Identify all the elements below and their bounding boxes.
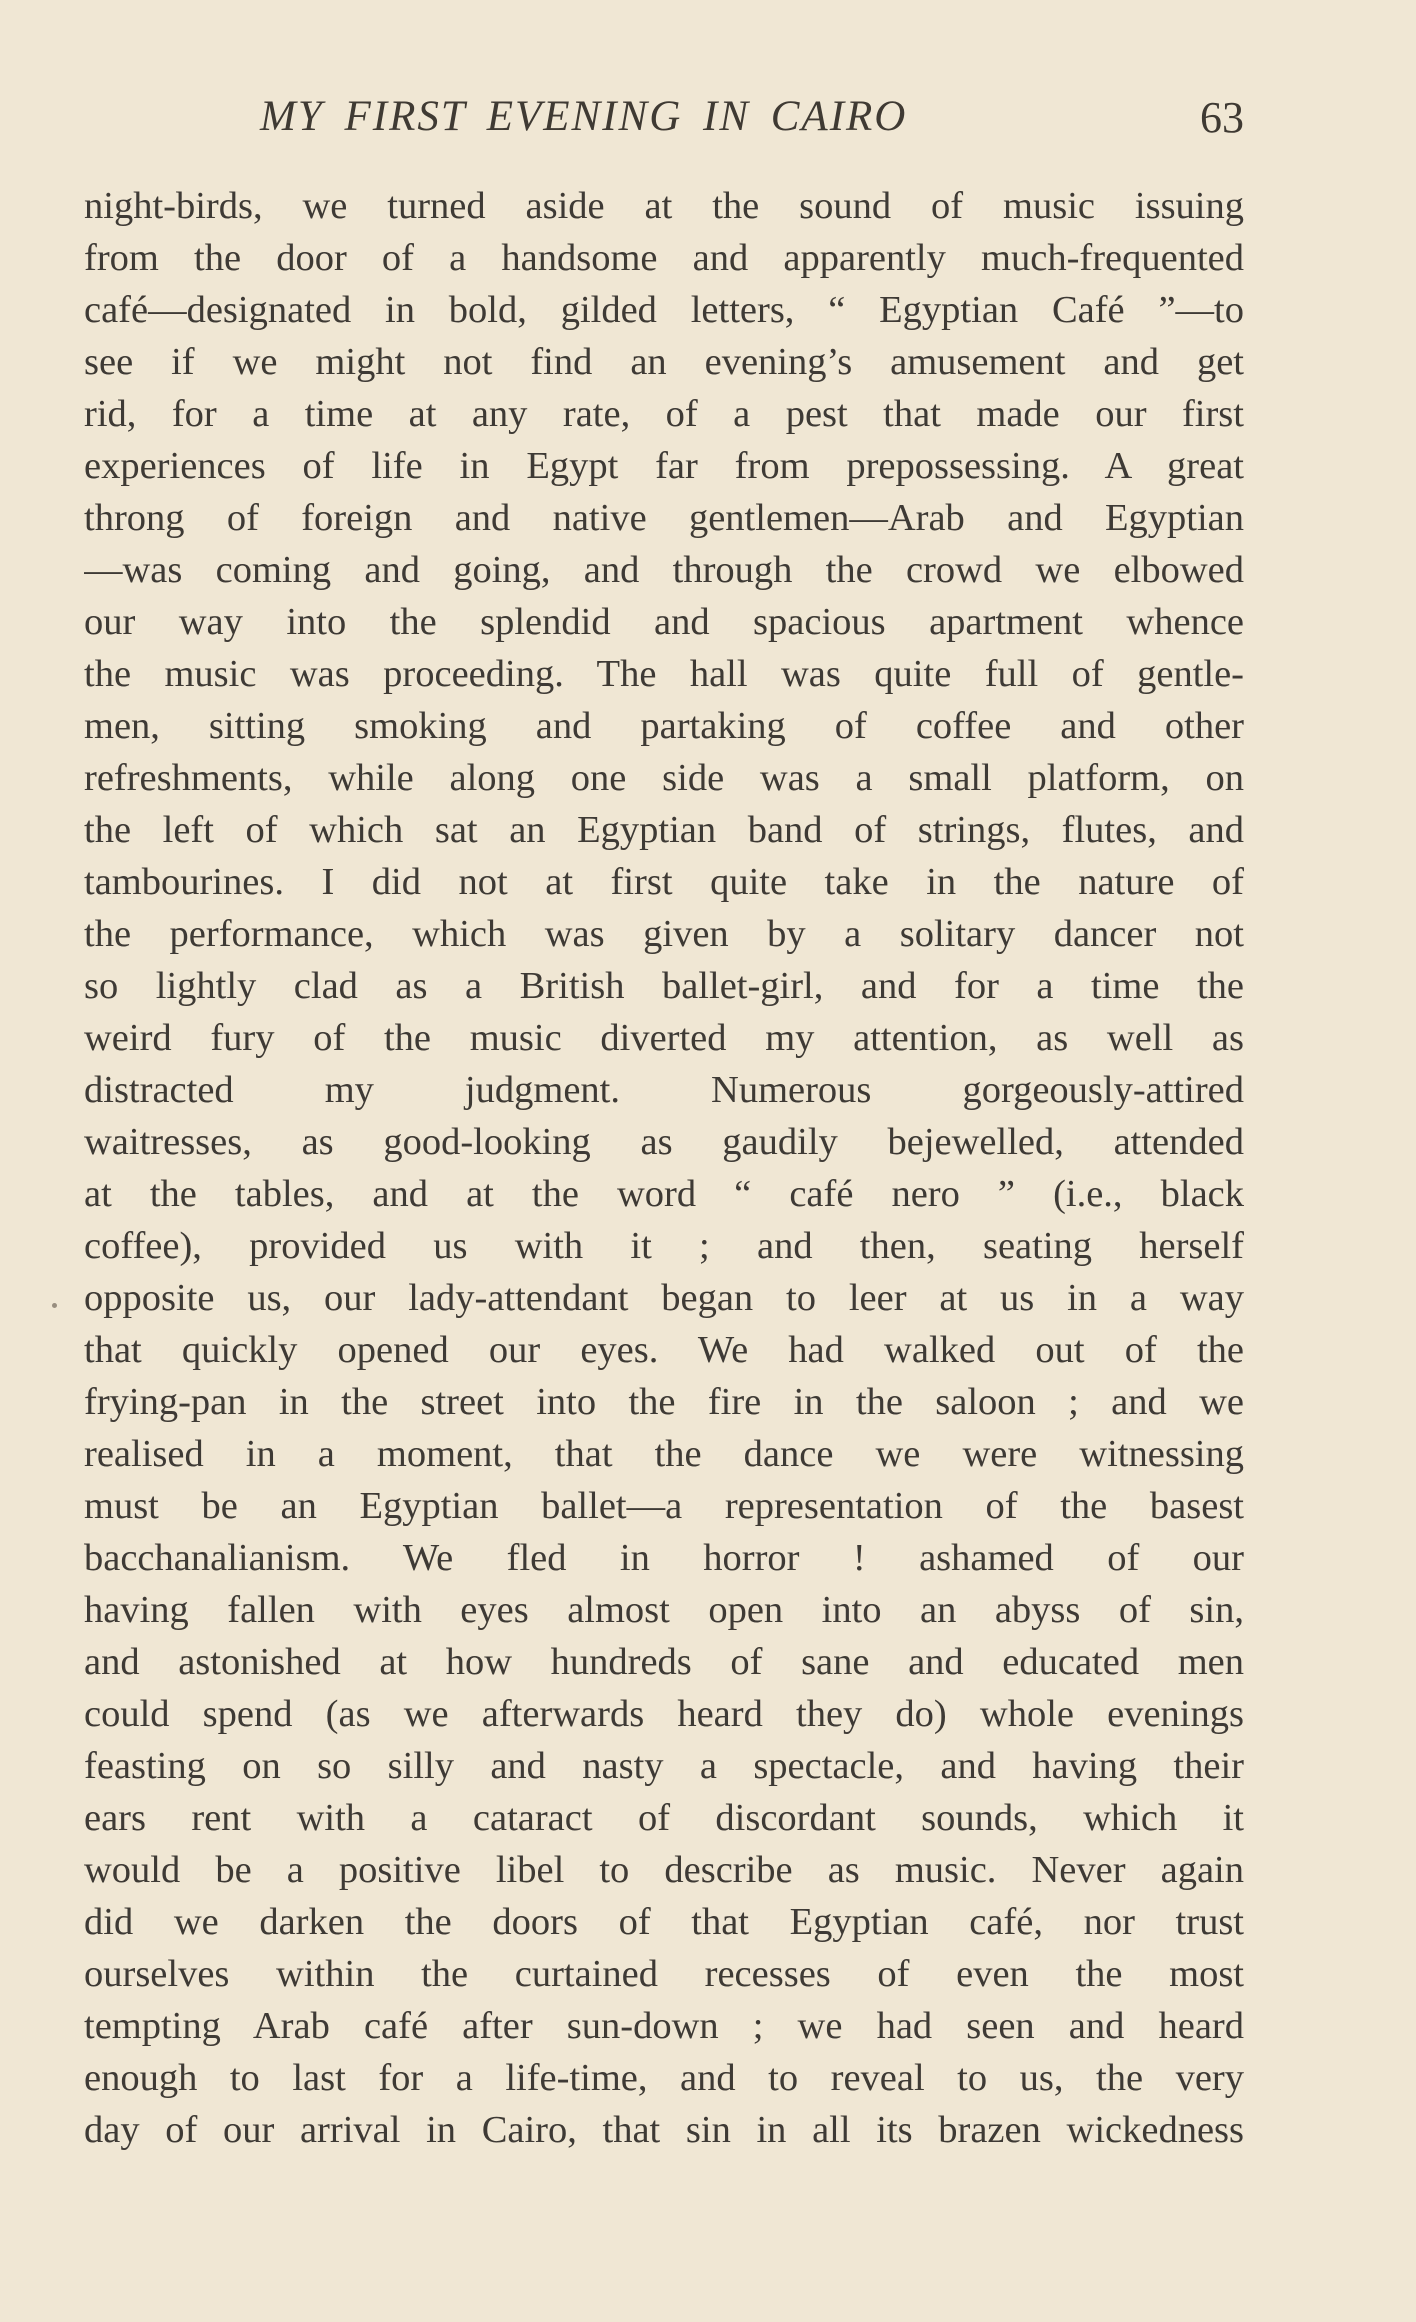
text-line: that quickly opened our eyes. We had walked out of the bbox=[84, 1329, 1244, 1371]
body-text bbox=[84, 180, 1244, 2156]
margin-mark bbox=[52, 1303, 57, 1308]
text-line: from the door of a handsome and apparently much-frequented bbox=[84, 237, 1244, 279]
text-line: the performance, which was given by a solitary dancer not bbox=[84, 913, 1244, 955]
text-line: rid, for a time at any rate, of a pest that made our first bbox=[84, 393, 1244, 435]
text-line: would be a positive libel to describe as music. Never again bbox=[84, 1849, 1244, 1891]
text-line: at the tables, and at the word “ café nero ” (i.e., black bbox=[84, 1173, 1244, 1215]
running-title: MY FIRST EVENING IN CAIRO bbox=[260, 93, 908, 140]
text-line: night-birds, we turned aside at the sound of music issuing bbox=[84, 185, 1244, 227]
text-line: distracted my judgment. Numerous gorgeously-attired bbox=[84, 1069, 1244, 1111]
text-line: feasting on so silly and nasty a spectacle, and having their bbox=[84, 1745, 1244, 1787]
text-line: the music was proceeding. The hall was quite full of gentle- bbox=[84, 653, 1244, 695]
text-line: frying-pan in the street into the fire in the saloon ; and we bbox=[84, 1381, 1244, 1423]
text-line: waitresses, as good-looking as gaudily bejewelled, attended bbox=[84, 1121, 1244, 1163]
text-line: —was coming and going, and through the crowd we elbowed bbox=[84, 549, 1244, 591]
text-line: enough to last for a life-time, and to reveal to us, the very bbox=[84, 2057, 1244, 2099]
page-number: 63 bbox=[1200, 93, 1244, 142]
text-line: throng of foreign and native gentlemen—Arab and Egyptian bbox=[84, 497, 1244, 539]
text-line: ears rent with a cataract of discordant sounds, which it bbox=[84, 1797, 1244, 1839]
running-head bbox=[84, 92, 1244, 152]
text-line: tambourines. I did not at first quite take in the nature of bbox=[84, 861, 1244, 903]
text-line: day of our arrival in Cairo, that sin in all its brazen wickedness bbox=[84, 2109, 1244, 2151]
text-line: must be an Egyptian ballet—a representation of the basest bbox=[84, 1485, 1244, 1527]
text-line: men, sitting smoking and partaking of coffee and other bbox=[84, 705, 1244, 747]
text-line: see if we might not find an evening’s amusement and get bbox=[84, 341, 1244, 383]
text-line: refreshments, while along one side was a small platform, on bbox=[84, 757, 1244, 799]
text-line: the left of which sat an Egyptian band of strings, flutes, and bbox=[84, 809, 1244, 851]
text-line: coffee), provided us with it ; and then, seating herself bbox=[84, 1225, 1244, 1267]
text-line: so lightly clad as a British ballet-girl, and for a time the bbox=[84, 965, 1244, 1007]
text-line: opposite us, our lady-attendant began to leer at us in a way bbox=[84, 1277, 1244, 1319]
text-line: weird fury of the music diverted my attention, as well as bbox=[84, 1017, 1244, 1059]
text-line: having fallen with eyes almost open into an abyss of sin, bbox=[84, 1589, 1244, 1631]
text-line: ourselves within the curtained recesses of even the most bbox=[84, 1953, 1244, 1995]
text-line: café—designated in bold, gilded letters, “ Egyptian Café ”—to bbox=[84, 289, 1244, 331]
text-line: our way into the splendid and spacious apartment whence bbox=[84, 601, 1244, 643]
text-line: could spend (as we afterwards heard they do) whole evenings bbox=[84, 1693, 1244, 1735]
text-line: realised in a moment, that the dance we were witnessing bbox=[84, 1433, 1244, 1475]
text-line: tempting Arab café after sun-down ; we had seen and heard bbox=[84, 2005, 1244, 2047]
text-line: bacchanalianism. We fled in horror ! ashamed of our bbox=[84, 1537, 1244, 1579]
text-line: and astonished at how hundreds of sane and educated men bbox=[84, 1641, 1244, 1683]
text-line: did we darken the doors of that Egyptian café, nor trust bbox=[84, 1901, 1244, 1943]
text-line: experiences of life in Egypt far from prepossessing. A great bbox=[84, 445, 1244, 487]
